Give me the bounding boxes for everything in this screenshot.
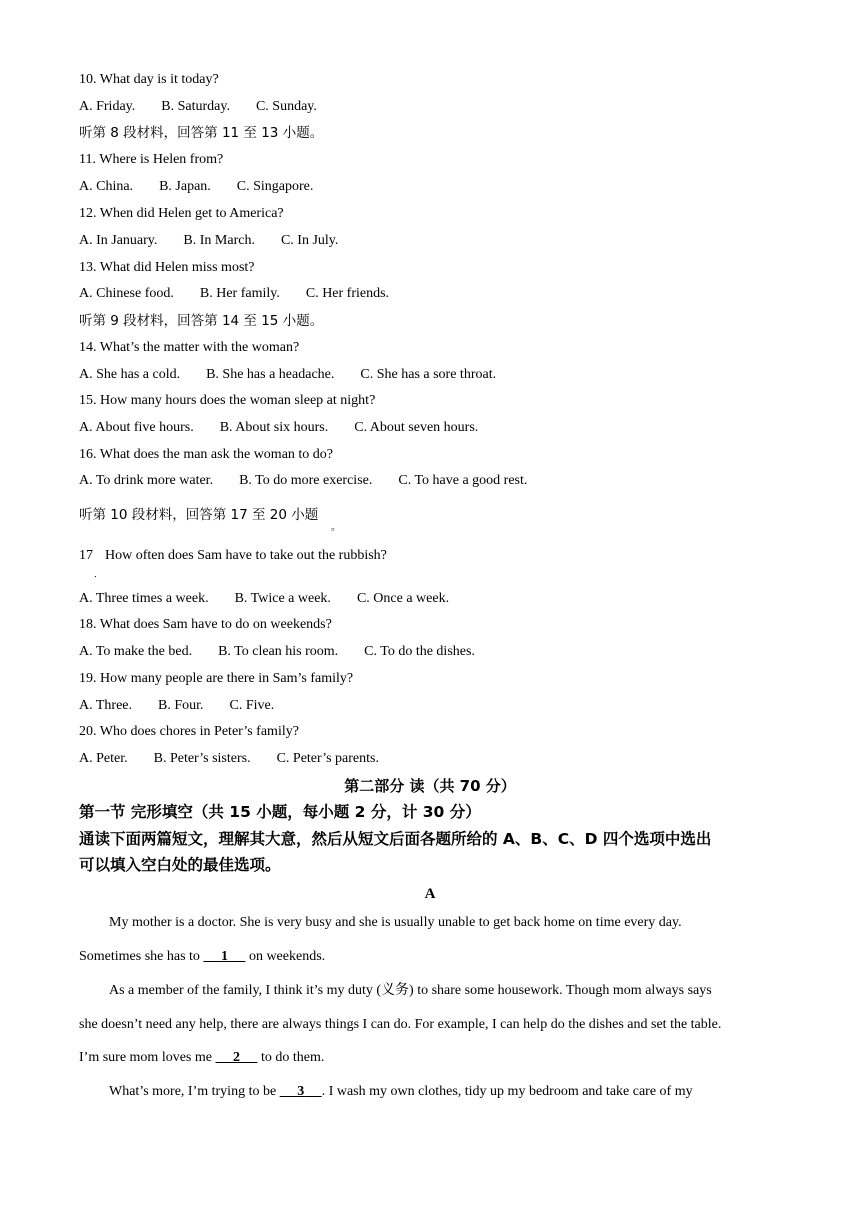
option-b: B. Twice a week. bbox=[234, 591, 331, 606]
option-b: B. Four. bbox=[158, 698, 204, 713]
question-20: 20. Who does chores in Peter’s family? bbox=[79, 724, 299, 739]
passage-line: As a member of the family, I think it’s my duty (义务) to share some housework. Though mom always says bbox=[109, 983, 712, 998]
section-10-instruction: 听第 10 段材料，回答第 17 至 20 小题 bbox=[79, 507, 319, 523]
question-17-options bbox=[79, 590, 449, 608]
option-c: C. Sunday. bbox=[255, 99, 317, 114]
instruction-line-2: 可以填入空白处的最佳选项。 bbox=[79, 856, 281, 874]
option-c: C. About seven hours. bbox=[354, 420, 479, 435]
question-14: 14. What’s the matter with the woman? bbox=[79, 340, 300, 355]
part-two-title: 第二部分 读（共 70 分） bbox=[344, 777, 516, 795]
section-one-title: 第一节 完形填空（共 15 小题，每小题 2 分，计 30 分） bbox=[79, 803, 481, 821]
blank-1 bbox=[203, 949, 245, 964]
option-b: B. Saturday. bbox=[161, 99, 230, 114]
passage-line bbox=[79, 948, 779, 966]
option-a: A. To drink more water. bbox=[79, 473, 214, 488]
option-c: C. Peter’s parents. bbox=[276, 751, 379, 766]
question-16: 16. What does the man ask the woman to do? bbox=[79, 447, 334, 462]
text-segment: on weekends. bbox=[245, 949, 326, 964]
question-19-options bbox=[79, 697, 274, 715]
blank-number: 1 bbox=[220, 949, 228, 964]
option-b: B. To clean his room. bbox=[218, 644, 339, 659]
option-c: C. In July. bbox=[280, 233, 339, 248]
blank-number: 2 bbox=[232, 1050, 240, 1065]
option-a: A. To make the bed. bbox=[79, 644, 193, 659]
option-a: A. In January. bbox=[79, 233, 158, 248]
question-13-options bbox=[79, 285, 389, 303]
option-c: C. Her friends. bbox=[305, 286, 390, 301]
option-a: A. About five hours. bbox=[79, 420, 194, 435]
passage-line: My mother is a doctor. She is very busy and she is usually unable to get back home on time every day. bbox=[109, 915, 682, 930]
text-segment: . I wash my own clothes, tidy up my bedroom and take care of my bbox=[321, 1084, 693, 1099]
text-segment: to do them. bbox=[257, 1050, 325, 1065]
question-18: 18. What does Sam have to do on weekends? bbox=[79, 617, 332, 632]
option-c: C. Once a week. bbox=[356, 591, 450, 606]
question-14-options bbox=[79, 366, 496, 384]
blank-number: 3 bbox=[297, 1084, 305, 1099]
option-b: B. She has a headache. bbox=[206, 367, 335, 382]
question-17-dot: ． bbox=[94, 569, 104, 579]
passage-label: A bbox=[424, 886, 436, 902]
option-a: A. Three. bbox=[79, 698, 132, 713]
option-b: B. To do more exercise. bbox=[239, 473, 373, 488]
text-segment: What’s more, I’m trying to be bbox=[109, 1084, 280, 1099]
question-10-options bbox=[79, 98, 317, 116]
option-c: C. Five. bbox=[229, 698, 275, 713]
option-c: C. To have a good rest. bbox=[398, 473, 528, 488]
question-11-options bbox=[79, 178, 313, 196]
option-c: C. To do the dishes. bbox=[364, 644, 475, 659]
text-segment: Sometimes she has to bbox=[79, 949, 204, 964]
question-19: 19. How many people are there in Sam’s family? bbox=[79, 671, 354, 686]
option-c: C. Singapore. bbox=[236, 179, 314, 194]
text-segment: I’m sure mom loves me bbox=[79, 1050, 216, 1065]
option-b: B. Japan. bbox=[159, 179, 211, 194]
option-a: A. She has a cold. bbox=[79, 367, 181, 382]
option-a: A. Peter. bbox=[79, 751, 128, 766]
option-b: B. Her family. bbox=[199, 286, 280, 301]
option-b: B. In March. bbox=[183, 233, 255, 248]
question-13: 13. What did Helen miss most? bbox=[79, 260, 255, 275]
question-18-options bbox=[79, 643, 475, 661]
option-a: A. Chinese food. bbox=[79, 286, 174, 301]
question-17 bbox=[79, 547, 387, 565]
passage-line: she doesn’t need any help, there are always things I can do. For example, I can help do the dishes and set the table. bbox=[79, 1017, 722, 1032]
option-c: C. She has a sore throat. bbox=[360, 367, 497, 382]
option-a: A. China. bbox=[79, 179, 134, 194]
option-a: A. Friday. bbox=[79, 99, 136, 114]
section-10-mark: 。 bbox=[331, 522, 341, 533]
question-17-number: 17 bbox=[79, 548, 93, 563]
instruction-line-1: 通读下面两篇短文，理解其大意，然后从短文后面各题所给的 A、B、C、D 四个选项中选出 bbox=[79, 830, 712, 848]
question-17-text: How often does Sam have to take out the rubbish? bbox=[105, 548, 387, 563]
question-16-options bbox=[79, 472, 527, 490]
question-11: 11. Where is Helen from? bbox=[79, 152, 224, 167]
blank-3 bbox=[280, 1084, 322, 1099]
question-15-options bbox=[79, 419, 478, 437]
question-10: 10. What day is it today? bbox=[79, 72, 219, 87]
blank-2 bbox=[215, 1050, 257, 1065]
question-12-options bbox=[79, 232, 338, 250]
passage-line bbox=[79, 1049, 779, 1067]
option-a: A. Three times a week. bbox=[79, 591, 209, 606]
option-b: B. About six hours. bbox=[219, 420, 329, 435]
section-8-instruction: 听第 8 段材料，回答第 11 至 13 小题。 bbox=[79, 125, 324, 141]
section-9-instruction: 听第 9 段材料，回答第 14 至 15 小题。 bbox=[79, 313, 324, 329]
question-20-options bbox=[79, 750, 379, 768]
option-b: B. Peter’s sisters. bbox=[153, 751, 251, 766]
question-15: 15. How many hours does the woman sleep at night? bbox=[79, 393, 376, 408]
passage-line bbox=[109, 1083, 809, 1101]
question-12: 12. When did Helen get to America? bbox=[79, 206, 284, 221]
